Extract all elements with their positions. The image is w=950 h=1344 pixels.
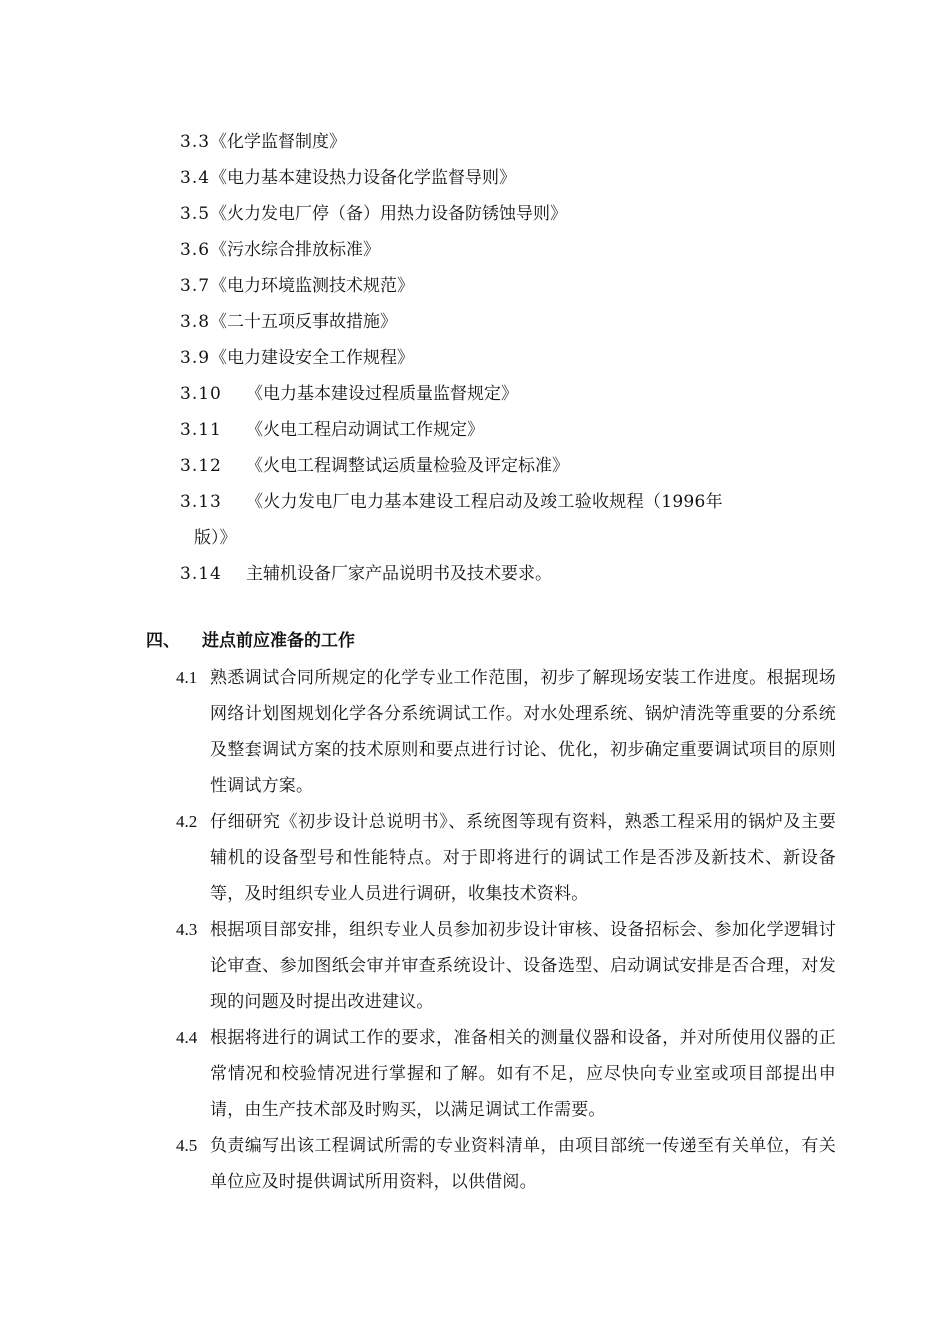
reference-item	[180, 124, 820, 160]
item-number: 4.4	[176, 1028, 198, 1047]
reference-text: 《火电工程调整试运质量检验及评定标准》	[246, 456, 569, 476]
reference-text: 《二十五项反事故措施》	[210, 312, 398, 332]
reference-item	[180, 556, 820, 592]
reference-number: 3.5	[180, 204, 211, 224]
reference-text: 《火力发电厂停（备）用热力设备防锈蚀导则》	[210, 204, 568, 224]
reference-number: 3.9	[180, 348, 211, 368]
reference-text: 《电力基本建设热力设备化学监督导则》	[210, 168, 517, 188]
section-title: 进点前应准备的工作	[202, 631, 355, 651]
section-heading	[146, 626, 355, 656]
reference-item	[180, 232, 820, 268]
section-number: 四、	[146, 631, 180, 651]
item-number: 4.1	[176, 668, 198, 687]
reference-number: 3.13	[180, 492, 222, 512]
reference-number: 3.14	[180, 564, 222, 584]
item-text: 仔细研究《初步设计总说明书》、系统图等现有资料，熟悉工程采用的锅炉及主要辅机的设备型号和性能特点。对于即将进行的调试工作是否涉及新技术、新设备等，及时组织专业人员进行调研，收集技术资料。	[210, 812, 836, 904]
item-text: 负责编写出该工程调试所需的专业资料清单，由项目部统一传递至有关单位，有关单位应及时提供调试所用资料，以供借阅。	[210, 1136, 836, 1192]
reference-item	[180, 340, 820, 376]
preparation-item	[176, 1020, 836, 1128]
reference-text: 《电力环境监测技术规范》	[210, 276, 415, 296]
reference-item	[180, 448, 820, 484]
reference-text: 《火电工程启动调试工作规定》	[246, 420, 484, 440]
reference-item	[180, 196, 820, 232]
reference-number: 3.6	[180, 240, 211, 260]
item-number: 4.3	[176, 920, 198, 939]
reference-number: 3.4	[180, 168, 211, 188]
reference-item	[180, 268, 820, 304]
reference-item	[180, 160, 820, 196]
reference-number: 3.8	[180, 312, 211, 332]
reference-number: 3.12	[180, 456, 222, 476]
item-text: 熟悉调试合同所规定的化学专业工作范围，初步了解现场安装工作进度。根据现场网络计划图规划化学各分系统调试工作。对水处理系统、锅炉清洗等重要的分系统及整套调试方案的技术原则和要点进行讨论、优化，初步确定重要调试项目的原则性调试方案。	[210, 668, 836, 796]
reference-text: 主辅机设备厂家产品说明书及技术要求。	[246, 564, 552, 584]
reference-item	[180, 304, 820, 340]
reference-list	[180, 124, 820, 592]
reference-text: 《电力基本建设过程质量监督规定》	[246, 384, 518, 404]
item-number: 4.5	[176, 1136, 198, 1155]
preparation-list	[176, 660, 836, 1200]
reference-text: 《电力建设安全工作规程》	[210, 348, 415, 368]
preparation-item	[176, 804, 836, 912]
reference-item	[180, 412, 820, 448]
reference-number: 3.3	[180, 132, 211, 152]
item-text: 根据项目部安排，组织专业人员参加初步设计审核、设备招标会、参加化学逻辑讨论审查、参加图纸会审并审查系统设计、设备选型、启动调试安排是否合理，对发现的问题及时提出改进建议。	[210, 920, 836, 1012]
reference-text: 《化学监督制度》	[210, 132, 347, 152]
reference-item	[180, 376, 820, 412]
reference-number: 3.7	[180, 276, 211, 296]
preparation-item	[176, 912, 836, 1020]
reference-number: 3.10	[180, 384, 222, 404]
item-number: 4.2	[176, 812, 198, 831]
preparation-item	[176, 1128, 836, 1200]
reference-item	[180, 484, 820, 556]
item-text: 根据将进行的调试工作的要求，准备相关的测量仪器和设备，并对所使用仪器的正常情况和校验情况进行掌握和了解。如有不足，应尽快向专业室或项目部提出申请，由生产技术部及时购买，以满足调试工作需要。	[210, 1028, 836, 1120]
reference-text-continuation: 版）》	[194, 528, 237, 548]
reference-number: 3.11	[180, 420, 222, 440]
reference-text: 《污水综合排放标准》	[210, 240, 381, 260]
preparation-item	[176, 660, 836, 804]
reference-text: 《火力发电厂电力基本建设工程启动及竣工验收规程（1996年	[246, 492, 723, 512]
